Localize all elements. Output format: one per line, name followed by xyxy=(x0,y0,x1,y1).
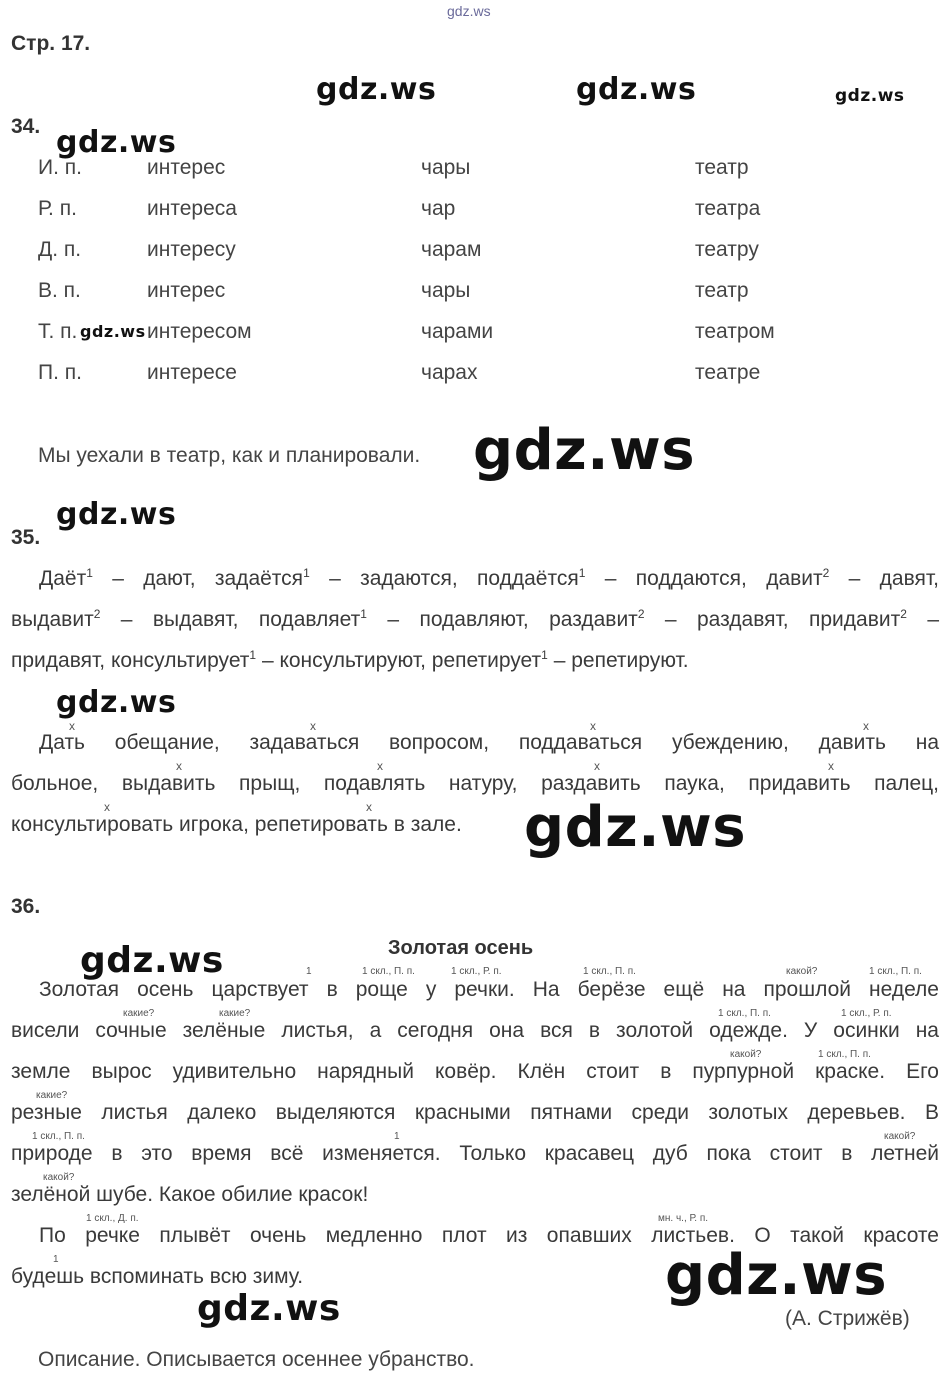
grammar-note: какие? xyxy=(123,1008,155,1019)
word-interes: интересе xyxy=(147,361,237,384)
case-label: В. п. xyxy=(38,279,81,302)
stress-mark: x xyxy=(594,759,600,773)
grammar-note: 1 скл., П. п. xyxy=(718,1008,771,1019)
grammar-note: 1 скл., П. п. xyxy=(32,1131,85,1142)
watermark: gdz.ws xyxy=(473,418,696,483)
exercise-35-paragraph-2 xyxy=(11,722,939,845)
text-line: резные листья далеко выделяются красными пятнами среди золотых деревьев. В xyxy=(11,1101,939,1124)
exercise-34-number: 34. xyxy=(11,115,41,138)
word-chary: чары xyxy=(421,156,471,179)
page-reference: Стр. 17. xyxy=(11,32,91,55)
word-chary: чар xyxy=(421,197,456,220)
word-interes: интереса xyxy=(147,197,237,220)
word-interes: интерес xyxy=(147,156,226,179)
word-interes: интересу xyxy=(147,238,236,261)
grammar-note: 1 скл., П. п. xyxy=(583,966,636,977)
word-chary: чарах xyxy=(421,361,478,384)
case-label: Т. п. xyxy=(38,320,78,343)
text-line: висели сочные зелёные листья, а сегодня она вся в золотой одежде. У осинки на xyxy=(11,1019,939,1042)
stress-mark: x xyxy=(863,719,869,733)
watermark: gdz.ws xyxy=(56,497,177,532)
grammar-note: мн. ч., Р. п. xyxy=(658,1213,709,1224)
text-line: Даёт$^1$ – дают, задаётся$^1$ – задаются, поддаётся$^1$ – поддаются, давит$^2$ – давят, xyxy=(39,566,939,590)
author: (А. Стрижёв) xyxy=(785,1307,910,1330)
text-line: консультировать игрока, репетировать в зале. xyxy=(11,813,462,836)
text-line: По речке плывёт очень медленно плот из опавших листьев. О такой красоте xyxy=(39,1224,939,1247)
case-label: П. п. xyxy=(38,361,82,384)
grammar-note: 1 xyxy=(394,1131,400,1142)
watermark: gdz.ws xyxy=(56,125,177,160)
grammar-note: какой? xyxy=(43,1172,75,1183)
text-title: Золотая осень xyxy=(388,937,534,959)
watermark: gdz.ws xyxy=(665,1243,888,1308)
text-line: придавят, консультирует$^1$ – консультируют, репетирует$^1$ – репетируют. xyxy=(11,648,689,672)
grammar-note: 1 xyxy=(306,966,312,977)
watermark: gdz.ws xyxy=(80,322,146,341)
stress-mark: x xyxy=(590,719,596,733)
grammar-note: 1 скл., П. п. xyxy=(362,966,415,977)
text-line: больное, выдавить прыщ, подавлять натуру, раздавить паука, придавить палец, xyxy=(11,772,939,795)
word-teatr: театре xyxy=(695,361,761,384)
exercise-36-paragraph-1 xyxy=(11,969,939,1215)
stress-mark: x xyxy=(69,719,75,733)
word-teatr: театр xyxy=(695,156,749,179)
grammar-note: 1 скл., Р. п. xyxy=(841,1008,892,1019)
stress-mark: x xyxy=(104,800,110,814)
stress-mark: x xyxy=(377,759,383,773)
watermark: gdz.ws xyxy=(835,86,905,106)
grammar-note: 1 скл., П. п. xyxy=(869,966,922,977)
word-teatr: театру xyxy=(695,238,759,261)
word-interes: интересом xyxy=(147,320,252,343)
text-line: природе в это время всё изменяется. Только красавец дуб пока стоит в летней xyxy=(11,1142,939,1165)
conclusion: Описание. Описывается осеннее убранство. xyxy=(38,1348,475,1371)
case-label: И. п. xyxy=(38,156,82,179)
word-chary: чарами xyxy=(421,320,494,343)
case-label: Р. п. xyxy=(38,197,77,220)
stress-mark: x xyxy=(828,759,834,773)
grammar-note: 1 скл., Д. п. xyxy=(86,1213,139,1224)
exercise-34-sentence: Мы уехали в театр, как и планировали. xyxy=(38,444,421,467)
exercise-35-number: 35. xyxy=(11,526,41,549)
word-chary: чарам xyxy=(421,238,482,261)
word-teatr: театр xyxy=(695,279,749,302)
watermark: gdz.ws xyxy=(576,72,697,107)
text-line: земле вырос удивительно нарядный ковёр. Клён стоит в пурпурной краске. Его xyxy=(11,1060,939,1083)
stress-mark: x xyxy=(366,800,372,814)
grammar-note: какой? xyxy=(786,966,818,977)
watermark: gdz.ws xyxy=(197,1288,341,1329)
grammar-note: 1 скл., Р. п. xyxy=(451,966,502,977)
grammar-note: 1 скл., П. п. xyxy=(818,1049,871,1060)
grammar-note: какие? xyxy=(36,1090,68,1101)
text-line: зелёной шубе. Какое обилие красок! xyxy=(11,1183,369,1206)
grammar-note: какой? xyxy=(730,1049,762,1060)
text-line: Дать обещание, задаваться вопросом, поддаваться убеждению, давить на xyxy=(39,731,939,754)
watermark: gdz.ws xyxy=(80,940,224,981)
grammar-note: 1 xyxy=(53,1254,59,1265)
word-interes: интерес xyxy=(147,279,226,302)
top-watermark: gdz.ws xyxy=(447,3,491,19)
exercise-36-number: 36. xyxy=(11,895,41,918)
watermark: gdz.ws xyxy=(56,685,177,720)
case-label: Д. п. xyxy=(38,238,82,261)
stress-mark: x xyxy=(176,759,182,773)
text-line: Золотая осень царствует в роще у речки. На берёзе ещё на прошлой неделе xyxy=(39,978,939,1001)
grammar-note: какие? xyxy=(219,1008,251,1019)
word-teatr: театром xyxy=(695,320,775,343)
exercise-36-paragraph-2 xyxy=(11,1215,939,1297)
word-chary: чары xyxy=(421,279,471,302)
watermark: gdz.ws xyxy=(524,795,747,860)
exercise-35-paragraph-1 xyxy=(11,558,939,681)
grammar-note: какой? xyxy=(884,1131,916,1142)
text-line: выдавит$^2$ – выдавят, подавляет$^1$ – подавляют, раздавит$^2$ – раздавят, придавит$^2$ – xyxy=(11,607,939,631)
text-line: будешь вспоминать всю зиму. xyxy=(11,1265,304,1288)
word-teatr: театра xyxy=(695,197,761,220)
watermark: gdz.ws xyxy=(316,72,437,107)
stress-mark: x xyxy=(310,719,316,733)
